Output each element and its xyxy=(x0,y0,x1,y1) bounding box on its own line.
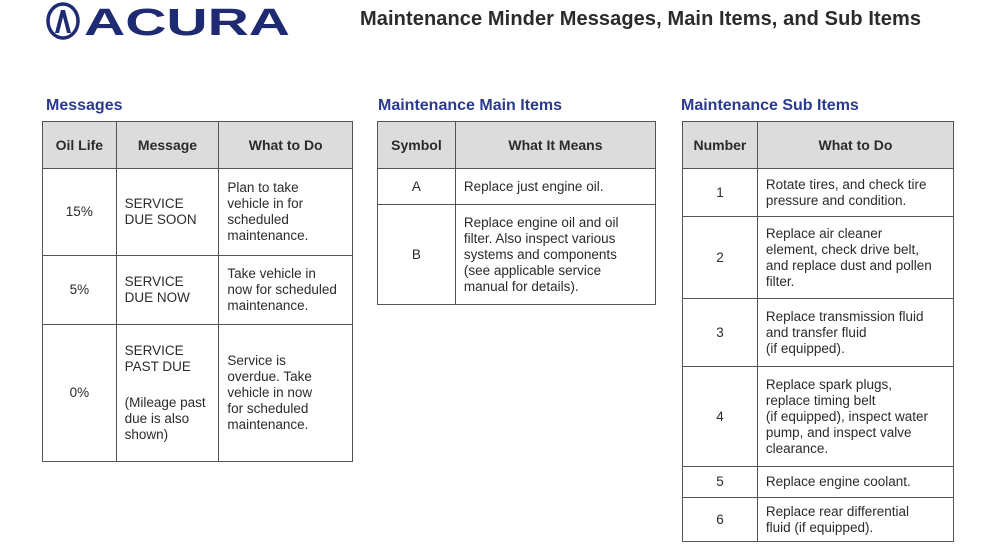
table-row xyxy=(683,467,954,498)
number-cell: 5 xyxy=(683,467,758,498)
message-cell xyxy=(116,256,219,325)
message-text: SERVICE DUE NOW xyxy=(124,274,190,305)
table-header-row xyxy=(683,122,954,169)
table-row xyxy=(683,498,954,542)
action-cell: Replace spark plugs, replace timing belt (if equipped), inspect water pump, and inspect valve clearance. xyxy=(757,367,953,467)
acura-caliper-icon xyxy=(48,4,78,38)
message-note: (Mileage past due is also shown) xyxy=(124,395,206,442)
column-header-what-it-means: What It Means xyxy=(455,122,655,169)
sub-items-section-title: Maintenance Sub Items xyxy=(681,97,859,114)
messages-section-title: Messages xyxy=(46,97,123,114)
oil-life-value: 5% xyxy=(43,256,117,325)
message-text: SERVICE PAST DUE xyxy=(124,343,191,374)
oil-life-value: 0% xyxy=(43,325,117,462)
logo-wordmark: ACURA xyxy=(84,2,290,40)
column-header-what-to-do: What to Do xyxy=(757,122,953,169)
action-cell: Rotate tires, and check tire pressure and condition. xyxy=(757,169,953,217)
table-header-row xyxy=(43,122,353,169)
what-to-do-cell: Take vehicle in now for scheduled maintenance. xyxy=(219,256,353,325)
number-cell: 3 xyxy=(683,299,758,367)
message-cell xyxy=(116,169,219,256)
table-row xyxy=(43,169,353,256)
main-items-table xyxy=(377,121,656,305)
meaning-cell: Replace just engine oil. xyxy=(455,169,655,205)
table-row xyxy=(43,256,353,325)
table-row xyxy=(683,217,954,299)
messages-table xyxy=(42,121,353,462)
column-header-message: Message xyxy=(116,122,219,169)
acura-logo xyxy=(44,2,294,40)
table-row xyxy=(378,205,656,305)
column-header-oil-life: Oil Life xyxy=(43,122,117,169)
table-header-row xyxy=(378,122,656,169)
action-cell: Replace air cleaner element, check drive belt, and replace dust and pollen filter. xyxy=(757,217,953,299)
number-cell: 2 xyxy=(683,217,758,299)
meaning-cell: Replace engine oil and oil filter. Also inspect various systems and components (see applicable service manual for details). xyxy=(455,205,655,305)
page-title: Maintenance Minder Messages, Main Items, and Sub Items xyxy=(360,8,922,30)
action-cell: Replace rear differential fluid (if equipped). xyxy=(757,498,953,542)
oil-life-value: 15% xyxy=(43,169,117,256)
action-cell: Replace transmission fluid and transfer fluid (if equipped). xyxy=(757,299,953,367)
what-to-do-cell: Plan to take vehicle in for scheduled maintenance. xyxy=(219,169,353,256)
column-header-what-to-do: What to Do xyxy=(219,122,353,169)
what-to-do-cell: Service is overdue. Take vehicle in now for scheduled maintenance. xyxy=(219,325,353,462)
symbol-cell: A xyxy=(378,169,456,205)
action-cell: Replace engine coolant. xyxy=(757,467,953,498)
table-row xyxy=(43,325,353,462)
page-header xyxy=(44,0,994,44)
message-cell xyxy=(116,325,219,462)
table-row xyxy=(683,367,954,467)
table-row xyxy=(683,299,954,367)
sub-items-table xyxy=(682,121,954,542)
symbol-cell: B xyxy=(378,205,456,305)
number-cell: 4 xyxy=(683,367,758,467)
column-header-symbol: Symbol xyxy=(378,122,456,169)
number-cell: 1 xyxy=(683,169,758,217)
message-text: SERVICE DUE SOON xyxy=(124,196,197,227)
table-row xyxy=(378,169,656,205)
table-row xyxy=(683,169,954,217)
column-header-number: Number xyxy=(683,122,758,169)
main-items-section-title: Maintenance Main Items xyxy=(378,97,563,114)
number-cell: 6 xyxy=(683,498,758,542)
